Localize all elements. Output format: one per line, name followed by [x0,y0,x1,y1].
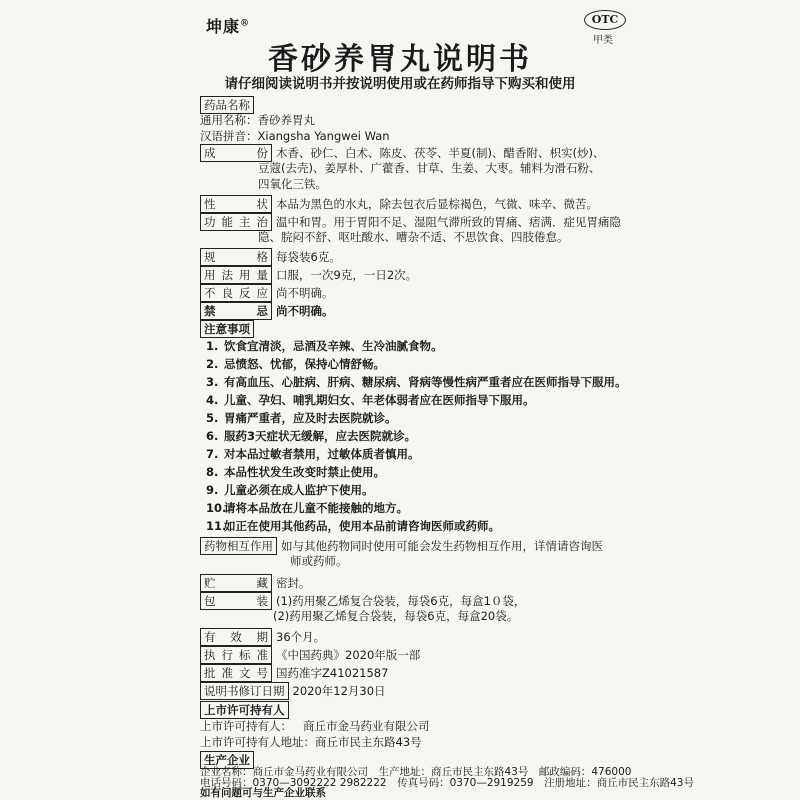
adverse-row: 不良反应 尚不明确。 [200,284,334,302]
precaution-item: 7. 对本品过敏者禁用，过敏体质者慎用。 [206,447,420,461]
dosage-row: 用法用量 口服，一次9克，一日2次。 [200,266,417,284]
precaution-item: 5. 胃痛严重者，应及时去医院就诊。 [206,411,397,425]
contraindications-row: 禁 忌 尚不明确。 [200,302,334,320]
mah-section: 上市许可持有人 [200,701,293,719]
precaution-item: 10.请将本品放在儿童不能接触的地方。 [206,501,408,515]
precautions-section: 注意事项 [200,320,258,338]
precaution-item: 3. 有高血压、心脏病、肝病、糖尿病、肾病等慢性病严重者应在医师指导下服用。 [206,375,627,389]
manufacturer-section: 生产企业 [200,751,258,769]
ingredients-line: 豆蔻(去壳)、姜厚朴、广藿香、甘草、生姜、大枣。辅料为滑石粉、 [258,161,601,175]
standard-row: 执行标准 《中国药典》2020年版一部 [200,646,420,664]
drug-name-section: 药品名称 [200,96,258,114]
revision-row: 说明书修订日期 2020年12月30日 [200,682,386,700]
specification-row: 规 格 每袋装6克。 [200,248,341,266]
package-row: 包 装 (1)药用聚乙烯复合袋装，每袋6克，每盒1０袋， [200,592,525,610]
interactions-line: 师或药师。 [290,554,348,568]
otc-badge: OTC [584,10,626,30]
generic-name-row: 通用名称：香砂养胃丸 [200,113,315,127]
manufacturer-row: 电话号码：0370—3092222 2982222 传真号码：0370—2919259 注册地址：商丘市民主东路43号 [200,777,694,789]
indications-line: 隐、脘闷不舒、呕吐酸水、嘈杂不适、不思饮食、四肢倦怠。 [258,230,569,244]
storage-row: 贮 藏 密封。 [200,574,311,592]
ingredients-row: 成 份 木香、砂仁、白术、陈皮、茯苓、半夏(制)、醋香附、枳实(炒)、 [200,144,604,162]
package-line: (2)药用聚乙烯复合袋装，每袋6克，每盒20袋。 [273,609,519,623]
validity-row: 有 效 期 36个月。 [200,628,325,646]
precaution-item: 9. 儿童必须在成人监护下使用。 [206,483,374,497]
approval-row: 批准文号 国药准字Z41021587 [200,664,388,682]
mah-holder-row: 上市许可持有人： 商丘市金马药业有限公司 [200,719,430,733]
precaution-item: 1. 饮食宜清淡，忌酒及辛辣、生冷油腻食物。 [206,339,443,353]
ingredients-line: 四氧化三铁。 [258,177,327,191]
pinyin-row: 汉语拼音：Xiangsha Yangwei Wan [200,129,390,143]
page-title: 香砂养胃丸说明书 [268,42,532,77]
precaution-item: 2. 忌愤怒、忧郁，保持心情舒畅。 [206,357,385,371]
footer-note: 如有问题可与生产企业联系 [200,787,326,799]
mah-address-row: 上市许可持有人地址：商丘市民主东路43号 [200,735,422,749]
brand-logo: 坤康® [206,17,251,36]
page-subtitle: 请仔细阅读说明书并按说明使用或在药师指导下购买和使用 [224,76,576,92]
indications-row: 功能主治 温中和胃。用于胃阳不足、湿阻气滞所致的胃痛、痞满．症见胃痛隐 [200,213,621,231]
precaution-item: 8. 本品性状发生改变时禁止使用。 [206,465,385,479]
precaution-item: 4. 儿童、孕妇、哺乳期妇女、年老体弱者应在医师指导下服用。 [206,393,535,407]
manufacturer-row: 企业名称：商丘市金马药业有限公司 生产地址：商丘市民主东路43号 邮政编码：476000 [200,766,632,778]
properties-row: 性 状 本品为黑色的水丸，除去包衣后显棕褐色，气微、味辛、微苦。 [200,195,598,213]
precaution-item: 6. 服药3天症状无缓解，应去医院就诊。 [206,429,416,443]
otc-class: 甲类 [593,35,613,46]
precaution-item: 11.如正在使用其他药品，使用本品前请咨询医师或药师。 [206,519,500,533]
interactions-row: 药物相互作用 如与其他药物同时使用可能会发生药物相互作用，详情请咨询医 [200,537,603,555]
